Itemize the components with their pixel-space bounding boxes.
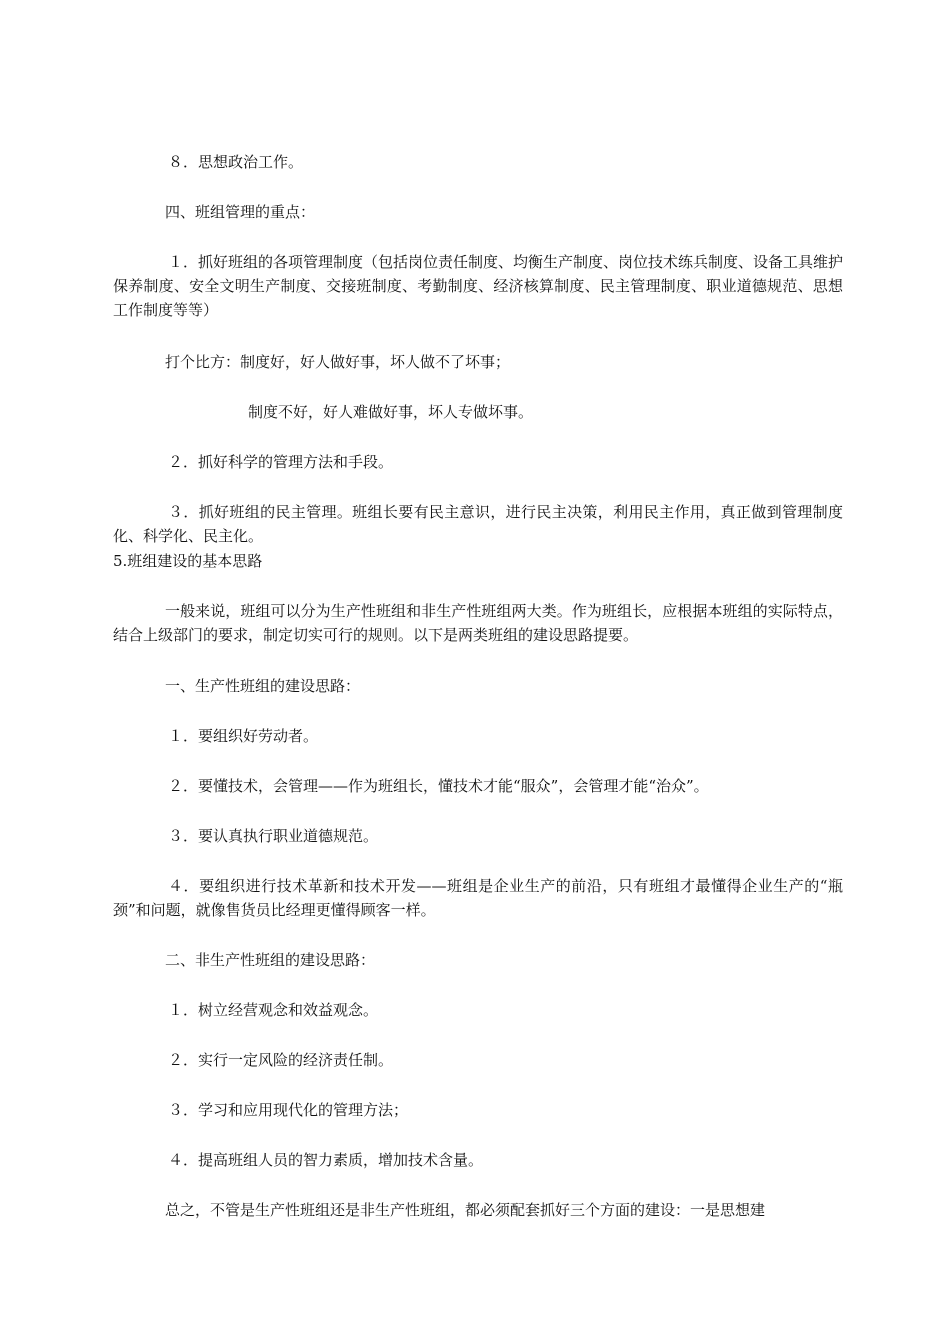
- section-four-heading: 四、班组管理的重点：: [165, 203, 316, 221]
- item-2-scientific-methods: ２．抓好科学的管理方法和手段。: [168, 453, 394, 471]
- item-3-democratic-management: ３．抓好班组的民主管理。班组长要有民主意识，进行民主决策，利用民主作用，真正做到管理制度化、科学化、民主化。: [113, 503, 843, 545]
- section-5-heading: 5.班组建设的基本思路: [113, 552, 263, 570]
- summary-paragraph: 总之，不管是生产性班组还是非生产性班组，都必须配套抓好三个方面的建设：一是思想建: [165, 1201, 766, 1219]
- production-item-2: ２．要懂技术，会管理——作为班组长，懂技术才能“服众”，会管理才能“治众”。: [168, 777, 709, 795]
- non-production-item-4: ４．提高班组人员的智力素质，增加技术含量。: [168, 1151, 484, 1169]
- analogy-line-1: 打个比方：制度好，好人做好事，坏人做不了坏事；: [165, 353, 511, 371]
- analogy-line-2: 制度不好，好人难做好事，坏人专做坏事。: [248, 403, 534, 421]
- production-item-1: １．要组织好劳动者。: [168, 727, 319, 745]
- production-item-3: ３．要认真执行职业道德规范。: [168, 827, 379, 845]
- non-production-item-1: １．树立经营观念和效益观念。: [168, 1001, 379, 1019]
- non-production-item-3: ３．学习和应用现代化的管理方法；: [168, 1101, 409, 1119]
- intro-paragraph: 一般来说，班组可以分为生产性班组和非生产性班组两大类。作为班组长，应根据本班组的实际特点，结合上级部门的要求，制定切实可行的规则。以下是两类班组的建设思路提要。: [113, 602, 843, 644]
- item-8-political-work: ８．思想政治工作。: [168, 153, 304, 171]
- production-team-heading: 一、生产性班组的建设思路：: [165, 677, 361, 695]
- non-production-team-heading: 二、非生产性班组的建设思路：: [165, 951, 376, 969]
- production-item-4: ４．要组织进行技术革新和技术开发——班组是企业生产的前沿，只有班组才最懂得企业生产的“瓶颈”和问题，就像售货员比经理更懂得顾客一样。: [113, 877, 843, 919]
- item-1-management-systems: １．抓好班组的各项管理制度（包括岗位责任制度、均衡生产制度、岗位技术练兵制度、设备工具维护保养制度、安全文明生产制度、交接班制度、考勤制度、经济核算制度、民主管理制度、职业道德规范、思想工作制度等等）: [113, 253, 844, 319]
- non-production-item-2: ２．实行一定风险的经济责任制。: [168, 1051, 394, 1069]
